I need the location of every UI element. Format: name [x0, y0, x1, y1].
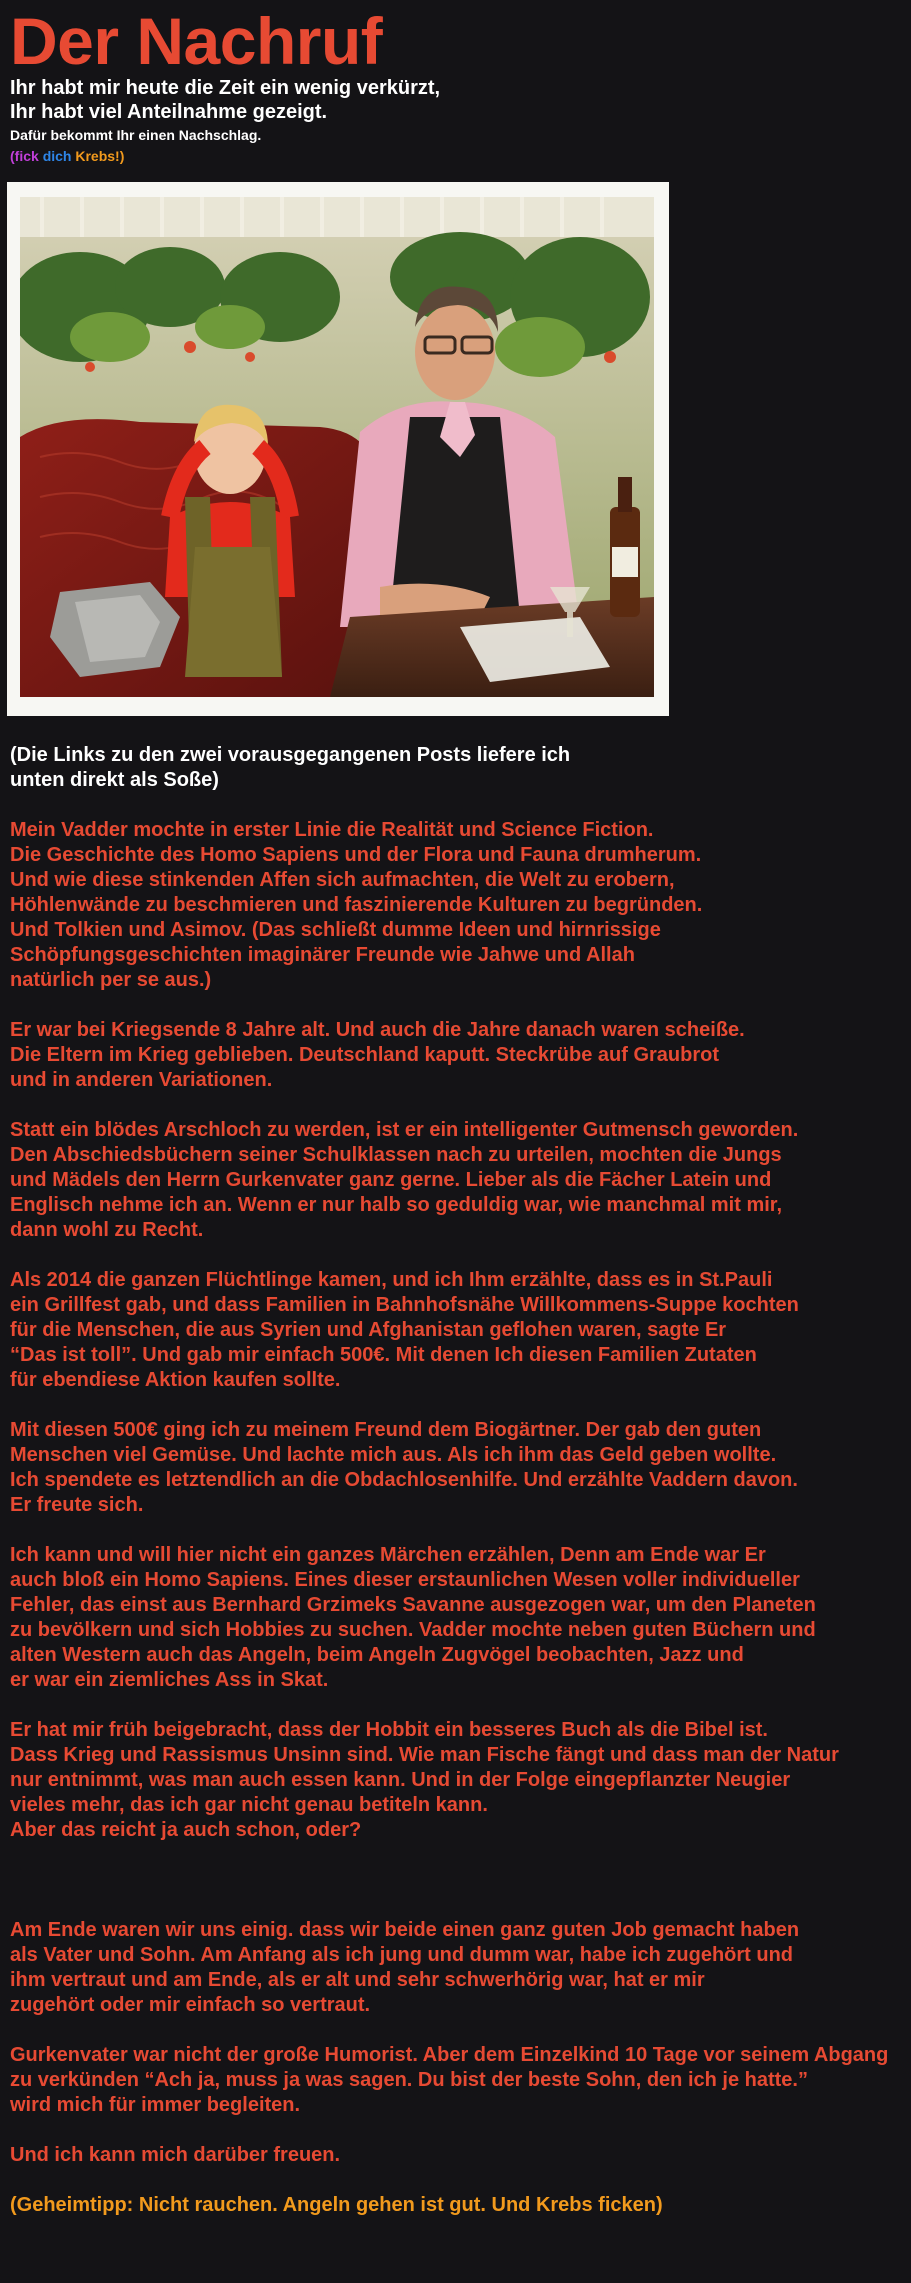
paragraph-line: Den Abschiedsbüchern seiner Schulklassen nach zu urteilen, mochten die Jungs	[10, 1144, 782, 1166]
paragraph-line: wird mich für immer begleiten.	[10, 2094, 301, 2116]
paragraph-line: Die Eltern im Krieg geblieben. Deutschland kaputt. Steckrübe auf Graubrot	[10, 1044, 720, 1066]
paragraph-line: zu verkünden “Ach ja, muss ja was sagen. Du bist der beste Sohn, den ich je hatte.”	[10, 2069, 808, 2091]
paragraph-line: zu bevölkern und sich Hobbies zu suchen. Vadder mochte neben guten Büchern und	[10, 1619, 816, 1641]
paragraph-line: auch bloß ein Homo Sapiens. Eines dieser erstaunlichen Wesen voller individueller	[10, 1569, 800, 1591]
paragraph	[10, 2143, 900, 2168]
paragraph	[10, 1268, 900, 1393]
paragraph-line: Und Tolkien und Asimov. (Das schließt dumme Ideen und hirnrissige	[10, 919, 661, 941]
page-title: Der Nachruf	[10, 4, 383, 78]
paragraph-line: zugehört oder mir einfach so vertraut.	[10, 1994, 371, 2016]
paragraph-line: Höhlenwände zu beschmieren und faszinierende Kulturen zu begründen.	[10, 894, 703, 916]
paragraph-line: ein Grillfest gab, und dass Familien in Bahnhofsnähe Willkommens-Suppe kochten	[10, 1294, 799, 1316]
subtitle-line-2: Ihr habt viel Anteilnahme gezeigt.	[10, 101, 328, 123]
paragraph-line: nur entnimmt, was man auch essen kann. Und in der Folge eingepflanzter Neugier	[10, 1769, 791, 1791]
paragraph-line: Am Ende waren wir uns einig. dass wir beide einen ganz guten Job gemacht haben	[10, 1919, 800, 1941]
paragraph-line: als Vater und Sohn. Am Anfang als ich jung und dumm war, habe ich zugehört und	[10, 1944, 794, 1966]
subtitle-line-1: Ihr habt mir heute die Zeit ein wenig verkürzt,	[10, 77, 441, 99]
tagline-word-2: dich	[42, 148, 72, 164]
paragraph-line: für ebendiese Aktion kaufen sollte.	[10, 1369, 341, 1391]
paragraph	[10, 1118, 900, 1243]
tagline	[10, 147, 124, 165]
note-text: Dafür bekommt Ihr einen Nachschlag.	[10, 127, 262, 143]
paragraph-line: und Mädels den Herrn Gurkenvater ganz gerne. Lieber als die Fächer Latein und	[10, 1169, 772, 1191]
paragraph-line: Die Geschichte des Homo Sapiens und der Flora und Fauna drumherum.	[10, 844, 702, 866]
paragraph-line: Ich kann und will hier nicht ein ganzes Märchen erzählen, Denn am Ende war Er	[10, 1544, 766, 1566]
paragraph-line: Dass Krieg und Rassismus Unsinn sind. Wie man Fische fängt und dass man der Natur	[10, 1744, 839, 1766]
tagline-word-1: (fick	[10, 148, 39, 164]
paragraph-line: er war ein ziemliches Ass in Skat.	[10, 1669, 329, 1691]
paragraph-line: Schöpfungsgeschichten imaginärer Freunde wie Jahwe und Allah	[10, 944, 635, 966]
paragraph-line: und in anderen Variationen.	[10, 1069, 273, 1091]
paragraph-line: Und wie diese stinkenden Affen sich aufmachten, die Welt zu erobern,	[10, 869, 675, 891]
secret-tip-line: (Geheimtipp: Nicht rauchen. Angeln gehen ist gut. Und Krebs ficken)	[10, 2194, 663, 2216]
tagline-word-3: Krebs!)	[75, 148, 125, 164]
paragraph-line: Mein Vadder mochte in erster Linie die Realität und Science Fiction.	[10, 819, 654, 841]
paragraph	[10, 1543, 900, 1693]
paragraph	[10, 1918, 900, 2018]
paragraph	[10, 1018, 900, 1093]
paragraph-line: dann wohl zu Recht.	[10, 1219, 204, 1241]
secret-tip	[10, 2193, 900, 2218]
paragraph	[10, 2043, 900, 2118]
paragraph	[10, 1718, 900, 1843]
intro-line: (Die Links zu den zwei vorausgegangenen Posts liefere ich	[10, 744, 571, 766]
paragraph-line: für die Menschen, die aus Syrien und Afghanistan geflohen waren, sagte Er	[10, 1319, 727, 1341]
paragraph-line: Mit diesen 500€ ging ich zu meinem Freund dem Biogärtner. Der gab den guten	[10, 1419, 762, 1441]
family-photo-icon	[20, 197, 654, 697]
paragraph-line: Er freute sich.	[10, 1494, 144, 1516]
intro-text	[10, 743, 900, 793]
paragraph-line: Statt ein blödes Arschloch zu werden, ist er ein intelligenter Gutmensch geworden.	[10, 1119, 799, 1141]
paragraph-line: Aber das reicht ja auch schon, oder?	[10, 1819, 362, 1841]
photo-frame	[7, 182, 669, 716]
paragraph	[10, 818, 900, 993]
paragraph	[10, 1418, 900, 1518]
paragraph-line: Menschen viel Gemüse. Und lachte mich aus. Als ich ihm das Geld geben wollte.	[10, 1444, 777, 1466]
paragraph-line: ihm vertraut und am Ende, als er alt und sehr schwerhörig war, hat er mir	[10, 1969, 705, 1991]
paragraph-line: alten Western auch das Angeln, beim Angeln Zugvögel beobachten, Jazz und	[10, 1644, 744, 1666]
paragraph-line: Fehler, das einst aus Bernhard Grzimeks Savanne ausgezogen war, um den Planeten	[10, 1594, 816, 1616]
paragraph-line: Englisch nehme ich an. Wenn er nur halb so geduldig war, wie manchmal mit mir,	[10, 1194, 783, 1216]
paragraph-line: vieles mehr, das ich gar nicht genau betiteln kann.	[10, 1794, 488, 1816]
paragraph-line: Gurkenvater war nicht der große Humorist. Aber dem Einzelkind 10 Tage vor seinem Abgang	[10, 2044, 889, 2066]
paragraph-line: natürlich per se aus.)	[10, 969, 212, 991]
intro-line: unten direkt als Soße)	[10, 769, 219, 791]
paragraph-line: Ich spendete es letztendlich an die Obdachlosenhilfe. Und erzählte Vaddern davon.	[10, 1469, 798, 1491]
paragraph-line: Er war bei Kriegsende 8 Jahre alt. Und auch die Jahre danach waren scheiße.	[10, 1019, 745, 1041]
paragraph-line: Als 2014 die ganzen Flüchtlinge kamen, und ich Ihm erzählte, dass es in St.Pauli	[10, 1269, 773, 1291]
paragraph-line: Und ich kann mich darüber freuen.	[10, 2144, 341, 2166]
paragraph-line: “Das ist toll”. Und gab mir einfach 500€. Mit denen Ich diesen Familien Zutaten	[10, 1344, 757, 1366]
paragraph-line: Er hat mir früh beigebracht, dass der Hobbit ein besseres Buch als die Bibel ist.	[10, 1719, 768, 1741]
